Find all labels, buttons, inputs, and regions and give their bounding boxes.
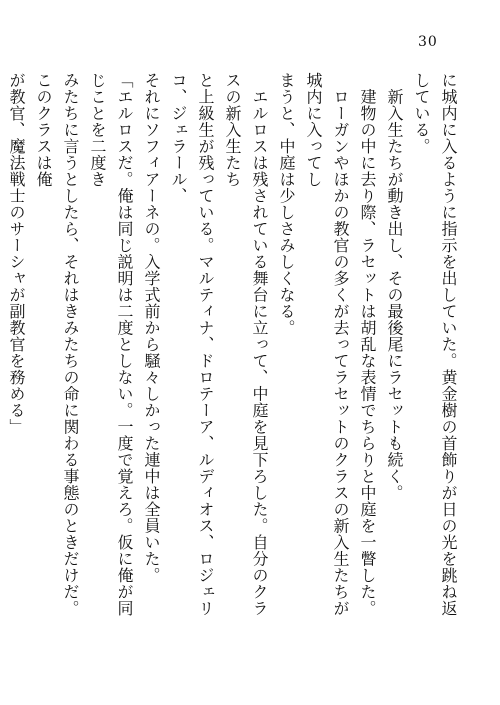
text-line: エルロスは残されている舞台に立って、中庭を見下ろした。自分のクラスの新入生たち — [223, 72, 269, 617]
page-number: 30 — [418, 34, 438, 50]
text-line: に城内に入るように指示を出していた。黄金樹の首飾りが日の光を跳ね返している。 — [412, 72, 458, 617]
text-line: みたちに言うとしたら、それはきみたちの命に関わる事態のときだけだ。このクラスは俺 — [34, 72, 80, 617]
text-line: と上級生が残っている。マルティナ、ドロテーア、ルディオス、ロジェリコ、ジェラール、 — [169, 72, 215, 617]
text-line: 「エルロスだ。俺は同じ説明は二度としない。一度で覚えろ。仮に俺が同じことを二度き — [88, 72, 134, 617]
body-text — [7, 72, 462, 632]
text-line: 建物の中に去り際、ラセットは胡乱な表情でちらりと中庭を一瞥した。 — [358, 72, 377, 617]
text-line — [0, 72, 3, 632]
text-line: が教官、魔法戦士のサーシャが副教官を務める」 — [7, 72, 26, 435]
text-line: ローガンやほかの教官の多くが去ってラセットのクラスの新入生たちが城内に入ってし — [304, 72, 350, 617]
text-line: それにソフィアーネの。入学式前から騒々しかった連中は全員いた。 — [142, 72, 161, 584]
text-line: 新入生たちが動き出し、その最後尾にラセットも続く。 — [385, 72, 404, 501]
text-line: まうと、中庭は少しさみしくなる。 — [277, 72, 296, 336]
